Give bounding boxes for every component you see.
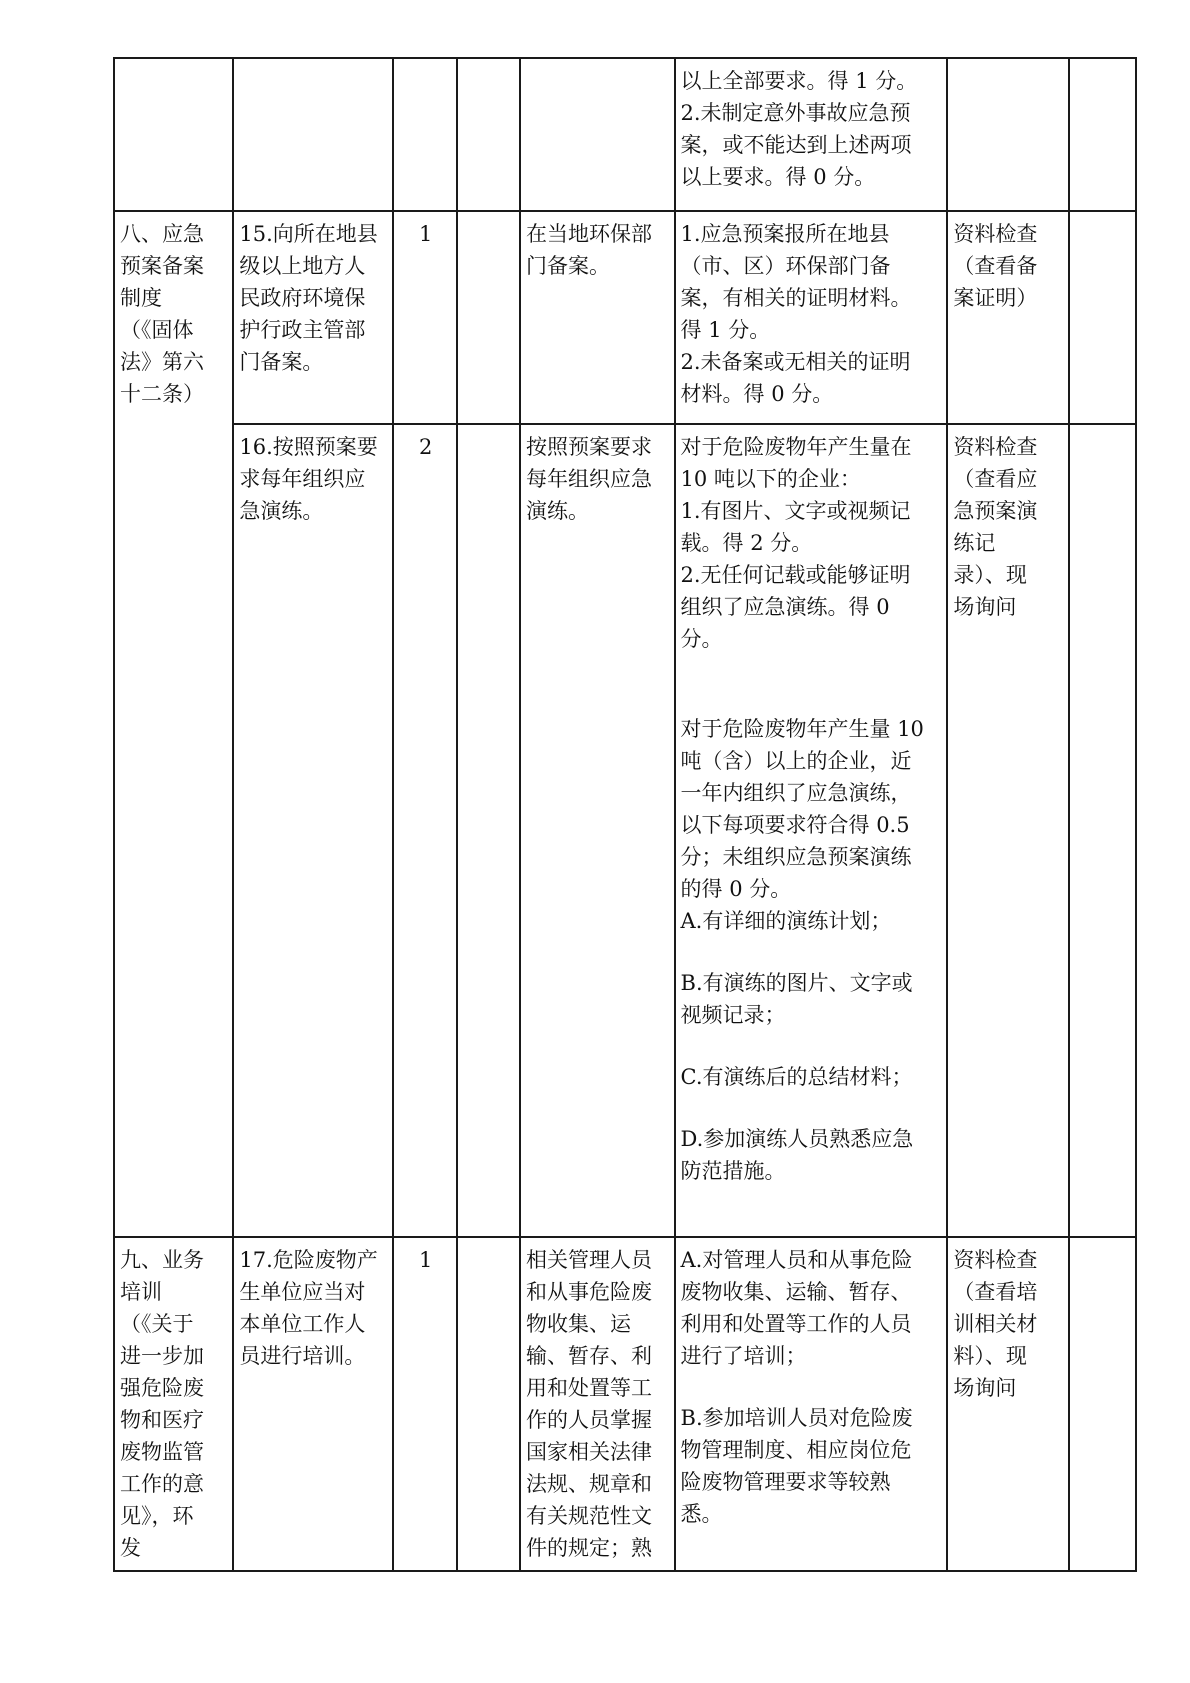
criteria-cell: [675, 58, 948, 211]
result-cell: [1069, 211, 1136, 424]
item-17-method: 资料检查 （查看培 训相关材 料）、现 场询问: [947, 1237, 1068, 1571]
item-17-criteria: A.对管理人员和从事危险 废物收集、运输、暂存、 利用和处置等工作的人员 进行了培训； B.参加培训人员对危险废 物管理制度、相应岗位危 险废物管理要求等较熟 悉。: [675, 1237, 948, 1571]
item-16-criteria: 对于危险废物年产生量在 10 吨以下的企业： 1.有图片、文字或视频记 载。得 2 分。 2.无任何记载或能够证明 组织了应急演练。得 0 分。 对于危险废物年产生量 10 吨（含）以上的企业，近 一年内组织了应急演练， 以下每项要求符合得 0.5 分；未组织应急预案演练 的得 0 分。 A.有详细的演练计划； B.有演练的图片、文字或 视频记录； C.有演练后的总结材料； D.参加演练人员熟悉应急 防范措施。: [675, 424, 948, 1237]
blank-cell: [457, 58, 520, 211]
method-cell: [947, 58, 1068, 211]
item-16-score: 2: [393, 424, 457, 1237]
table-row-continuation: [114, 58, 1136, 211]
criteria-line: 2.未制定意外事故应急预: [680, 101, 911, 125]
criteria-line: 以上要求。得 0 分。: [680, 165, 876, 189]
result-cell: [1069, 424, 1136, 1237]
blank-cell: [457, 211, 520, 424]
section-cell: [114, 58, 233, 211]
criteria-line: 案，或不能达到上述两项: [680, 133, 912, 157]
item-15-method: 资料检查 （查看备 案证明）: [947, 211, 1068, 424]
item-16-method: 资料检查 （查看应 急预案演 练记 录）、现 场询问: [947, 424, 1068, 1237]
item-cell: [233, 58, 393, 211]
table-row-item-16: [114, 424, 1136, 1237]
item-15-name: 15.向所在地县 级以上地方人 民政府环境保 护行政主管部 门备案。: [233, 211, 393, 424]
criteria-line: 以上全部要求。得 1 分。: [680, 69, 918, 93]
item-16-name: 16.按照预案要 求每年组织应 急演练。: [233, 424, 393, 1237]
table-row-item-15: [114, 211, 1136, 424]
section-9-title: 九、业务 培训 （《关于 进一步加 强危险废 物和医疗 废物监管 工作的意 见》，环 发: [114, 1237, 233, 1571]
score-cell: [393, 58, 457, 211]
item-15-criteria: 1.应急预案报所在地县 （市、区）环保部门备 案，有相关的证明材料。 得 1 分。 2.未备案或无相关的证明 材料。得 0 分。: [675, 211, 948, 424]
item-17-requirement: 相关管理人员 和从事危险废 物收集、运 输、暂存、利 用和处置等工 作的人员掌握 国家相关法律 法规、规章和 有关规范性文 件的规定；熟: [520, 1237, 675, 1571]
item-15-score: 1: [393, 211, 457, 424]
section-8-title: 八、应急 预案备案 制度 （《固体 法》第六 十二条）: [114, 211, 233, 1237]
assessment-table: [113, 57, 1137, 1572]
item-17-score: 1: [393, 1237, 457, 1571]
item-17-name: 17.危险废物产 生单位应当对 本单位工作人 员进行培训。: [233, 1237, 393, 1571]
requirement-cell: [520, 58, 675, 211]
blank-cell: [457, 1237, 520, 1571]
item-16-requirement: 按照预案要求 每年组织应急 演练。: [520, 424, 675, 1237]
item-15-requirement: 在当地环保部 门备案。: [520, 211, 675, 424]
table-row-item-17: [114, 1237, 1136, 1571]
result-cell: [1069, 1237, 1136, 1571]
blank-cell: [457, 424, 520, 1237]
result-cell: [1069, 58, 1136, 211]
